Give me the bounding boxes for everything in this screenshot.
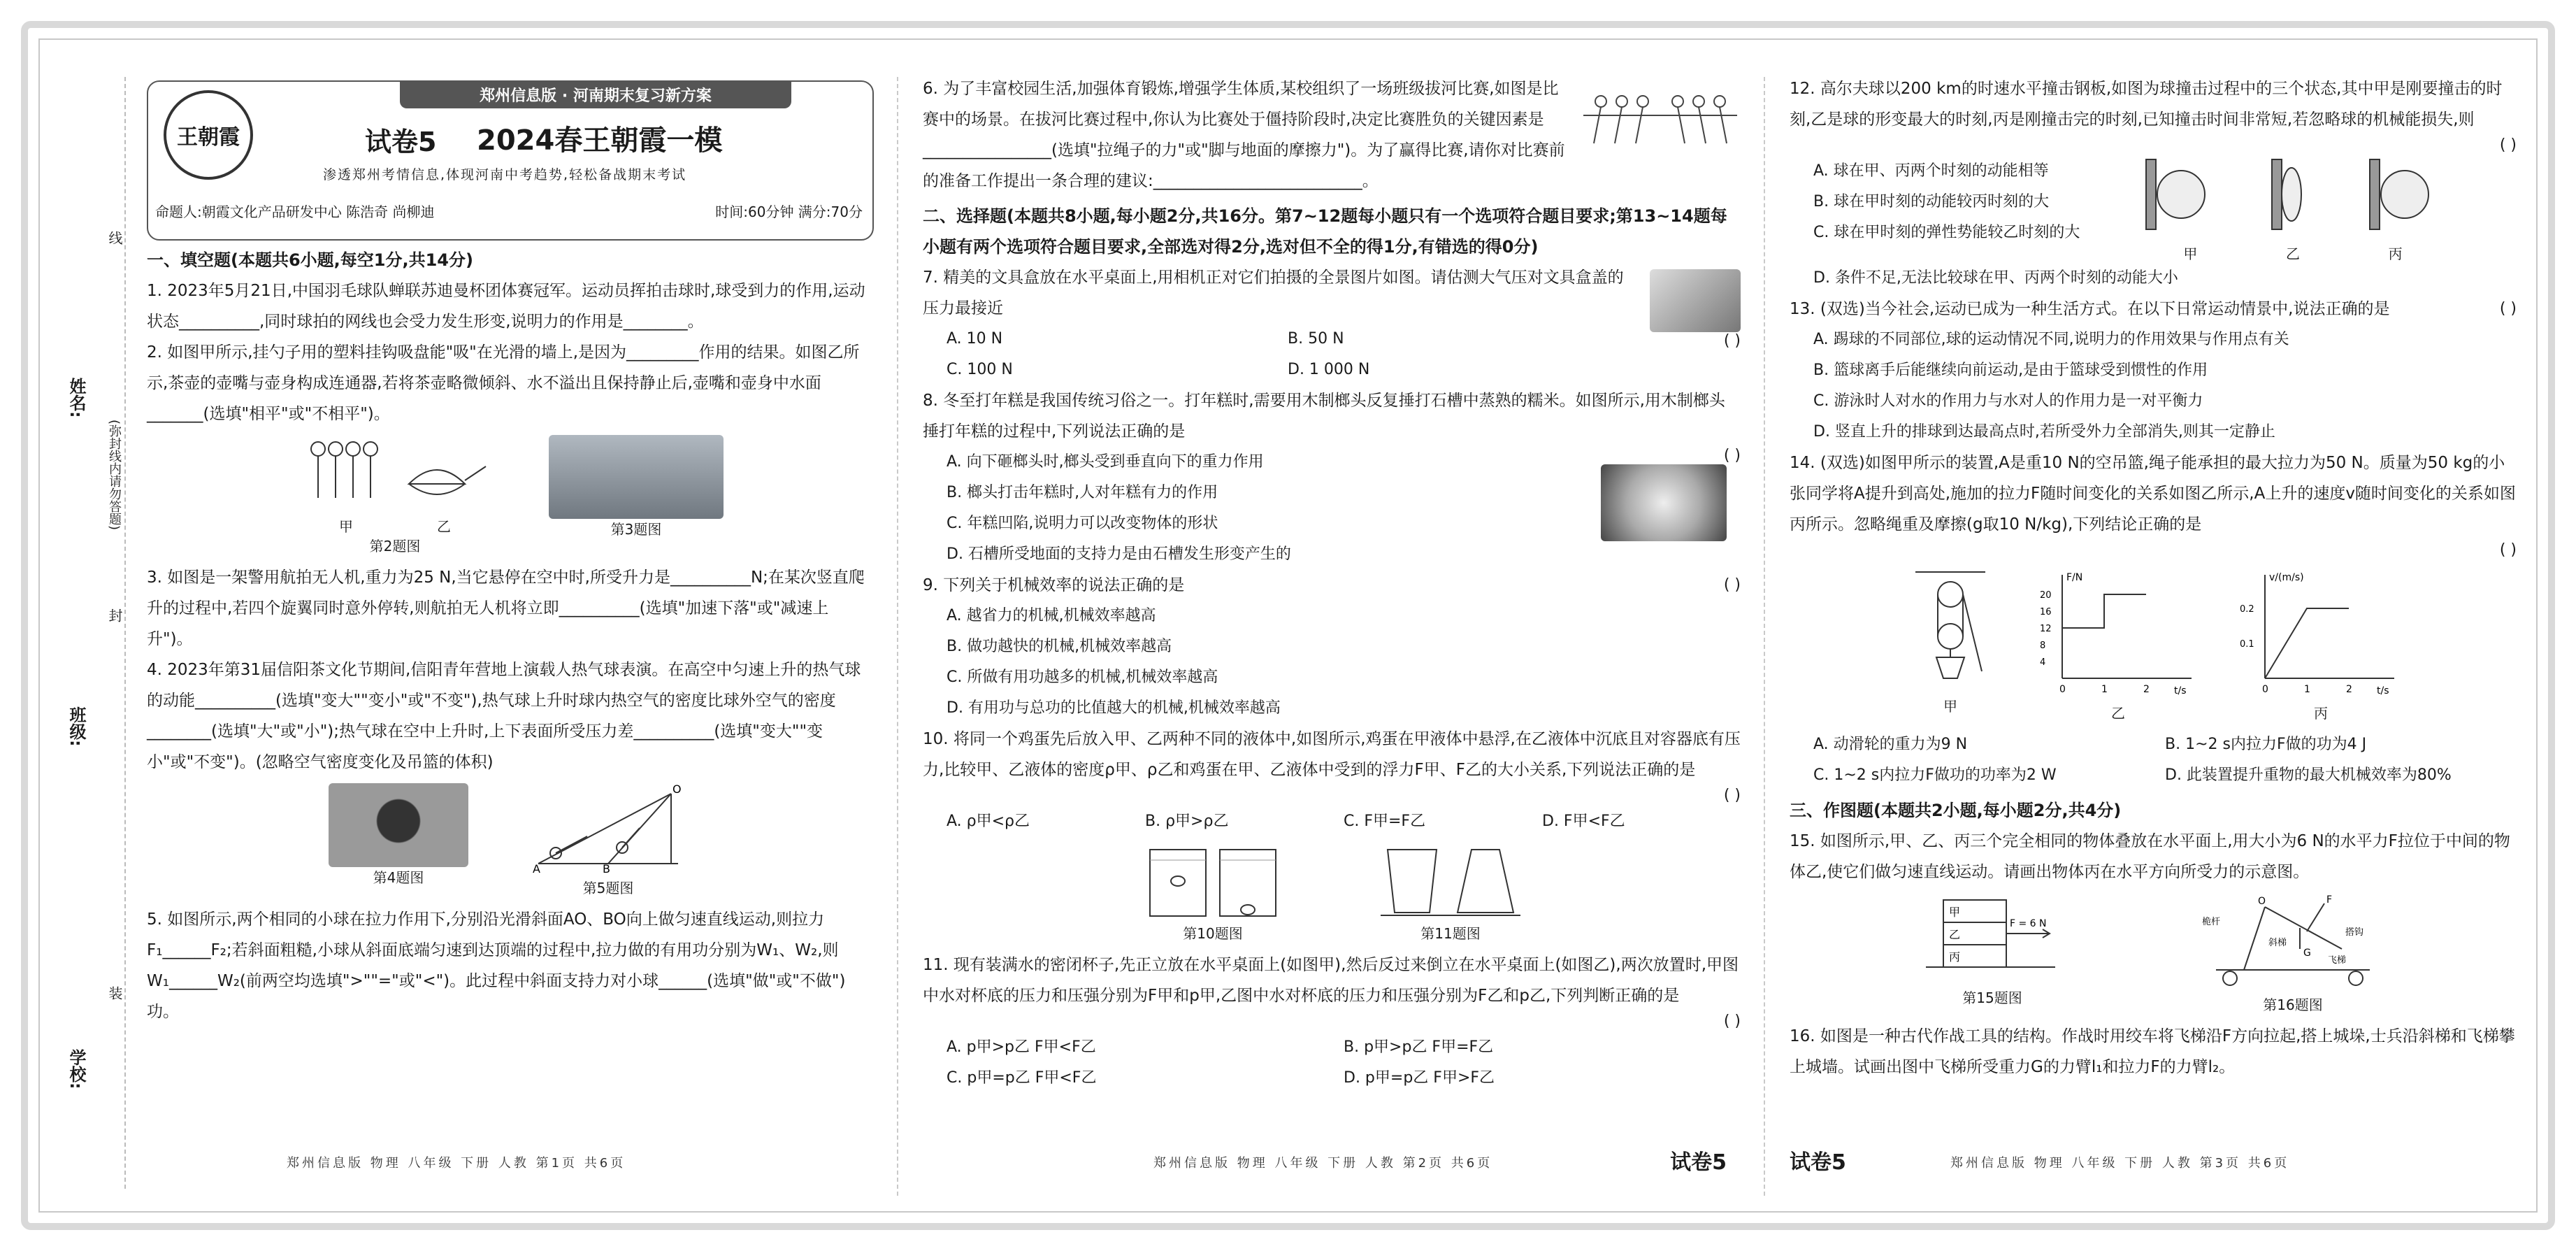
- siege-ladder-drawing: [2202, 893, 2384, 991]
- brand-logo: [164, 90, 253, 180]
- q9-option-b[interactable]: B. 做功越快的机械,机械效率越高: [947, 638, 1172, 655]
- q13-answer-paren[interactable]: ( ): [2499, 300, 2517, 317]
- figures-10-11: [923, 843, 1741, 944]
- q14-option-c[interactable]: C. 1~2 s内拉力F做功的功率为2 W: [1813, 766, 2057, 784]
- q11-answer-paren[interactable]: ( ): [1723, 1013, 1741, 1030]
- q13-option-a[interactable]: A. 踢球的不同部位,球的运动情况不同,说明力的作用效果与作用点有关: [1813, 331, 2289, 348]
- q14-answer-paren[interactable]: ( ): [2499, 541, 2517, 559]
- graph1-y-tick: 8: [2040, 641, 2046, 651]
- figure-14-jia: [1901, 566, 1999, 724]
- q10-answer-paren[interactable]: ( ): [1723, 787, 1741, 804]
- svg-text:O: O: [672, 783, 682, 796]
- svg-text:A: A: [533, 862, 540, 874]
- question-11-options-2: [923, 1063, 1741, 1094]
- q8-option-d[interactable]: D. 石槽所受地面的支持力是由石槽发生形变产生的: [947, 545, 1291, 563]
- fig12-bing: 丙: [2388, 245, 2403, 262]
- figure-14-bing: [2237, 566, 2405, 724]
- q7-option-d[interactable]: D. 1 000 N: [1288, 361, 1370, 378]
- question-13-text: 13. (双选)当今社会,运动已成为一种生活方式。在以下日常运动情景中,说法正确的是: [1790, 300, 2390, 318]
- graph2-x-tick: 2: [2346, 684, 2352, 695]
- exam-time: 时间:60分钟 满分:70分: [715, 203, 863, 220]
- q10-option-b[interactable]: B. ρ甲>ρ乙: [1145, 813, 1229, 830]
- graph1-caption: 乙: [2111, 705, 2125, 722]
- column-2: [923, 73, 1741, 1175]
- exam-authors: 命题人:朝霞文化产品研发中心 陈浩奇 尚柳迪: [155, 203, 435, 220]
- graph2-x-label: t/s: [2377, 685, 2389, 696]
- figure-15-caption: 第15题图: [1962, 989, 2022, 1006]
- question-3: 3. 如图是一架警用航拍无人机,重力为25 N,当它悬停在空中时,所受升力是__________N;在某次竖直爬升的过程中,若四个旋翼同时意外停转,则航拍无人机将立即__________(选填"加速下落"或"减速上升")。: [147, 569, 865, 648]
- pencil-box-photo: [1650, 269, 1741, 332]
- spoon-teapot-drawing: [297, 435, 493, 512]
- question-14-options-1: [1790, 729, 2517, 760]
- q11-option-d[interactable]: D. p甲=p乙 F甲>F乙: [1344, 1069, 1495, 1087]
- stacked-blocks-drawing: [1922, 893, 2062, 984]
- figure-12: [2139, 156, 2517, 263]
- column-3: [1790, 73, 2517, 1175]
- fig15-force-label: F = 6 N: [2010, 918, 2047, 929]
- q11-option-c[interactable]: C. p甲=p乙 F甲<F乙: [947, 1069, 1097, 1087]
- page-3-footer: 郑州信息版 物理 八年级 下册 人教 第3页 共6页: [1950, 1156, 2290, 1171]
- figures-4-5: [147, 783, 874, 899]
- fig14-jia-label: 甲: [1943, 698, 1957, 715]
- exam-slogan: 渗透郑州考情信息,体现河南中考趋势,轻松备战期末考试: [323, 167, 687, 183]
- q7-option-c[interactable]: C. 100 N: [947, 361, 1013, 378]
- figure-16-caption: 第16题图: [2263, 996, 2323, 1013]
- rice-cake-photo: [1601, 464, 1727, 541]
- graph1-x-label: t/s: [2174, 685, 2187, 696]
- column-1: [147, 73, 874, 1171]
- q8-option-a[interactable]: A. 向下砸榔头时,榔头受到垂直向下的重力作用: [947, 453, 1264, 471]
- side-name-label: 姓名:: [66, 378, 86, 418]
- fig15-jia: 甲: [1949, 906, 1961, 919]
- figure-4: [329, 783, 468, 899]
- golf-ball-drawing: [2139, 156, 2447, 240]
- question-6: 6. 为了丰富校园生活,加强体育锻炼,增强学生体质,某校组织了一场班级拔河比赛,如图是比赛中的场景。在拔河比赛过程中,你认为比赛处于僵持阶段时,决定比赛胜负的关键因素是________________(选填"拉绳子的力"或"脚与地面的摩擦力")。为了赢得比赛,请你对比赛前的准备工作提出一条合理的建议:__________________________。: [923, 80, 1565, 190]
- fig15-yi: 乙: [1949, 928, 1961, 941]
- graph2-x-tick: 1: [2304, 684, 2310, 695]
- figures-2-3: [147, 435, 874, 557]
- figure-11-caption: 第11题图: [1420, 925, 1481, 942]
- graph2-caption: 丙: [2314, 705, 2328, 722]
- q12-option-d[interactable]: D. 条件不足,无法比较球在甲、丙两个时刻的动能大小: [1813, 269, 2178, 287]
- fig16-f: F: [2326, 894, 2333, 906]
- graph1-y-label: F/N: [2066, 572, 2083, 583]
- fig12-jia: 甲: [2183, 245, 2198, 262]
- q13-option-b[interactable]: B. 篮球离手后能继续向前运动,是由于篮球受到惯性的作用: [1813, 362, 2208, 379]
- q12-option-b[interactable]: B. 球在甲时刻的动能较丙时刻的大: [1813, 193, 2050, 210]
- figure-5-caption: 第5题图: [582, 880, 634, 896]
- figure-2-caption: 第2题图: [369, 538, 421, 555]
- column-separator-2: [1764, 77, 1765, 1196]
- figure-11: [1381, 843, 1520, 944]
- q7-option-b[interactable]: B. 50 N: [1288, 330, 1344, 348]
- q11-option-a[interactable]: A. p甲>p乙 F甲<F乙: [947, 1038, 1096, 1056]
- side-class-label: 班级:: [66, 706, 86, 747]
- side-line-mark: 线: [106, 231, 123, 245]
- q11-option-b[interactable]: B. p甲>p乙 F甲=F乙: [1344, 1038, 1494, 1056]
- page-2-footer: 郑州信息版 物理 八年级 下册 人教 第2页 共6页: [1153, 1156, 1493, 1171]
- question-14: 14. (双选)如图甲所示的装置,A是重10 N的空吊篮,绳子能承担的最大拉力为50 N。质量为50 kg的小张同学将A提升到高处,施加的拉力F随时间变化的关系如图乙所示,A上升的速度v随时间变化的关系如图丙所示。忽略绳重及摩擦(g取10 N/kg),下列结论正确的是: [1790, 454, 2516, 534]
- drone-photo: [549, 435, 724, 519]
- fig16-hook: 搭钩: [2345, 927, 2364, 938]
- incline-drawing: [524, 783, 692, 874]
- figure-16: [2202, 893, 2384, 1015]
- question-4: 4. 2023年第31届信阳茶文化节期间,信阳青年营地上演载人热气球表演。在高空中匀速上升的热气球的动能__________(选填"变大""变小"或"不变"),热气球上升时球内热空气的密度比球外空气的密度________(选填"大"或"小");热气球在空中上升时,上下表面所受压力差__________(选填"变大""变小"或"不变")。(忽略空气密度变化及吊篮的体积): [147, 661, 861, 771]
- graph1-y-tick: 16: [2040, 607, 2052, 617]
- question-11: 11. 现有装满水的密闭杯子,先正立放在水平桌面上(如图甲),然后反过来倒立在水平桌面上(如图乙),两次放置时,甲图中水对杯底的压力和压强分别为F甲和p甲,乙图中水对杯底的压力和压强分别为F乙和p乙,下列判断正确的是: [923, 956, 1739, 1005]
- velocity-time-graph: [2237, 566, 2405, 699]
- fig16-fly-ladder: 飞梯: [2328, 955, 2347, 966]
- graph1-series-line: [2062, 594, 2146, 628]
- figure-10-caption: 第10题图: [1183, 925, 1243, 942]
- q14-option-b[interactable]: B. 1~2 s内拉力F做的功为4 J: [2165, 736, 2367, 753]
- question-7-options-1: [923, 324, 1629, 355]
- figure-15: [1922, 893, 2062, 1015]
- q9-answer-paren[interactable]: ( ): [1723, 576, 1741, 594]
- graph2-x-tick: 0: [2262, 684, 2268, 695]
- q14-option-a[interactable]: A. 动滑轮的重力为9 N: [1813, 736, 1968, 753]
- page-1-footer: 郑州信息版 物理 八年级 下册 人教 第1页 共6页: [287, 1156, 626, 1171]
- question-15: 15. 如图所示,甲、乙、丙三个完全相同的物体叠放在水平面上,用大小为6 N的水平力F拉位于中间的物体乙,使它们做匀速直线运动。请画出物体丙在水平方向所受力的示意图。: [1790, 832, 2510, 881]
- q8-answer-paren[interactable]: ( ): [1723, 447, 1741, 464]
- side-bind-mark: 装: [106, 986, 123, 1000]
- logo-text: 王朝霞: [177, 125, 240, 150]
- figure-3-caption: 第3题图: [610, 521, 662, 538]
- q13-option-c[interactable]: C. 游泳时人对水的作用力与水对人的作用力是一对平衡力: [1813, 392, 2203, 410]
- fig16-slope-ladder: 斜梯: [2268, 938, 2287, 948]
- q8-option-b[interactable]: B. 榔头打击年糕时,人对年糕有力的作用: [947, 484, 1218, 501]
- exam-title: 2024春王朝霞一模: [477, 124, 723, 157]
- fig12-yi: 乙: [2285, 245, 2300, 262]
- graph1-x-tick: 2: [2143, 684, 2150, 695]
- figures-15-16: [1790, 893, 2517, 1015]
- figure-3: [549, 435, 724, 557]
- graph1-x-tick: 0: [2059, 684, 2066, 695]
- brand-banner: 郑州信息版 · 河南期末复习新方案: [400, 80, 791, 108]
- question-12: 12. 高尔夫球以200 km的时速水平撞击钢板,如图为球撞击过程中的三个状态,其中甲是刚要撞击的时刻,乙是球的形变最大的时刻,丙是刚撞击完的时刻,已知撞击时间非常短,若忽略球的机械能损失,则: [1790, 80, 2503, 129]
- graph1-y-tick: 4: [2040, 657, 2046, 668]
- page-2-exam-tag: 试卷5: [1670, 1150, 1727, 1175]
- cup-drawing: [1381, 843, 1520, 920]
- section-3-title: 三、作图题(本题共2小题,每小题2分,共4分): [1790, 801, 2122, 820]
- graph1-x-tick: 1: [2101, 684, 2108, 695]
- q13-option-d[interactable]: D. 竖直上升的排球到达最高点时,若所受外力全部消失,则其一定静止: [1813, 423, 2275, 441]
- graph1-y-tick: 20: [2040, 590, 2052, 601]
- egg-liquid-drawing: [1143, 843, 1283, 920]
- question-2: 2. 如图甲所示,挂勺子用的塑料挂钩吸盘能"吸"在光滑的墙上,是因为_________作用的结果。如图乙所示,茶壶的壶嘴与壶身构成连通器,若将茶壶略微倾斜、水不溢出且保持静止后,壶嘴和壶身中水面_______(选填"相平"或"不相平")。: [147, 343, 860, 423]
- exam-header: [147, 80, 874, 241]
- exam-number: 试卷5: [365, 127, 437, 157]
- fig16-g: G: [2303, 948, 2311, 959]
- fig15-bing: 丙: [1949, 950, 1961, 964]
- q7-answer-paren[interactable]: ( ): [1723, 332, 1741, 350]
- q10-option-d[interactable]: D. F甲<F乙: [1542, 813, 1625, 830]
- fig2-yi: 乙: [437, 518, 451, 535]
- figure-14-yi: [2034, 566, 2202, 724]
- binding-line: [124, 77, 126, 1189]
- svg-text:B: B: [603, 862, 610, 874]
- q7-option-a[interactable]: A. 10 N: [947, 330, 1003, 348]
- pulley-drawing: [1901, 566, 1999, 692]
- question-13: [1790, 294, 2517, 324]
- graph1-y-tick: 12: [2040, 624, 2052, 634]
- section-1-title: 一、填空题(本题共6小题,每空1分,共14分): [147, 250, 473, 270]
- graph2-y-tick: 0.1: [2240, 639, 2254, 650]
- q9-option-c[interactable]: C. 所做有用功越多的机械,机械效率越高: [947, 669, 1218, 686]
- figure-10: [1143, 843, 1283, 944]
- q10-option-c[interactable]: C. F甲=F乙: [1344, 813, 1426, 830]
- figures-14: [1790, 566, 2517, 724]
- question-16: 16. 如图是一种古代作战工具的结构。作战时用绞车将飞梯沿F方向拉起,搭上城垛,士兵沿斜梯和飞梯攀上城墙。试画出图中飞梯所受重力G的力臂l₁和拉力F的力臂l₂。: [1790, 1027, 2515, 1076]
- question-11-options-1: [923, 1032, 1741, 1063]
- figure-5: [524, 783, 692, 899]
- graph2-y-tick: 0.2: [2240, 604, 2254, 615]
- fig2-jia: 甲: [339, 518, 353, 535]
- page-3-exam-tag: 试卷5: [1790, 1150, 1846, 1175]
- side-note: (弥封线内请勿答题): [107, 420, 122, 531]
- balloon-photo: [329, 783, 468, 867]
- question-9: [923, 570, 1741, 601]
- figure-4-caption: 第4题图: [373, 869, 424, 886]
- question-8: 8. 冬至打年糕是我国传统习俗之一。打年糕时,需要用木制榔头反复捶打石槽中蒸熟的糯米。如图所示,用木制榔头捶打年糕的过程中,下列说法正确的是: [923, 392, 1725, 441]
- q9-option-a[interactable]: A. 越省力的机械,机械效率越高: [947, 607, 1156, 624]
- section-2-title: 二、选择题(本题共8小题,每小题2分,共16分。第7~12题每小题只有一个选项符合题目要求;第13~14题每小题有两个选项符合题目要求,全部选对得2分,选对但不全的得1分,有错选的得0分): [923, 206, 1727, 257]
- question-14-options-2: [1790, 760, 2517, 791]
- side-school-label: 学校:: [66, 1049, 86, 1089]
- graph2-series-line: [2265, 608, 2349, 678]
- question-1: 1. 2023年5月21日,中国羽毛球队蝉联苏迪曼杯团体赛冠军。运动员挥拍击球时,球受到力的作用,运动状态__________,同时球拍的网线也会受力发生形变,说明力的作用是________。: [147, 282, 865, 331]
- graph2-y-label: v/(m/s): [2269, 572, 2304, 583]
- question-7-options-2: [923, 355, 1629, 385]
- q8-option-c[interactable]: C. 年糕凹陷,说明力可以改变物体的形状: [947, 515, 1218, 532]
- q12-option-a[interactable]: A. 球在甲、丙两个时刻的动能相等: [1813, 162, 2049, 180]
- side-seal-mark: 封: [106, 608, 123, 622]
- q12-answer-paren[interactable]: ( ): [2499, 136, 2517, 154]
- tug-of-war-drawing: [1580, 73, 1741, 157]
- q9-option-d[interactable]: D. 有用功与总功的比值越大的机械,机械效率越高: [947, 699, 1281, 717]
- question-9-text: 9. 下列关于机械效率的说法正确的是: [923, 576, 1185, 594]
- question-10: 10. 将同一个鸡蛋先后放入甲、乙两种不同的液体中,如图所示,鸡蛋在甲液体中悬浮,在乙液体中沉底且对容器底有压力,比较甲、乙液体的密度ρ甲、ρ乙和鸡蛋在甲、乙液体中受到的浮力F甲、F乙的大小关系,下列说法正确的是: [923, 730, 1741, 779]
- question-5: 5. 如图所示,两个相同的小球在拉力作用下,分别沿光滑斜面AO、BO向上做匀速直线运动,则拉力F₁______F₂;若斜面粗糙,小球从斜面底端匀速到达顶端的过程中,拉力做的有用功分别为W₁、W₂,则W₁______W₂(前两空均选填">""="或"<")。此过程中斜面支持力对小球______(选填"做"或"不做")功。: [147, 910, 846, 1021]
- figure-2: [297, 435, 493, 557]
- fig16-o: O: [2258, 896, 2266, 907]
- question-7: 7. 精美的文具盒放在水平桌面上,用相机正对它们拍摄的全景图片如图。请估测大气压对文具盒盖的压力最接近: [923, 269, 1624, 317]
- fig16-mast: 桅杆: [2202, 917, 2221, 927]
- force-time-graph: [2034, 566, 2202, 699]
- q12-option-c[interactable]: C. 球在甲时刻的弹性势能较乙时刻的大: [1813, 224, 2080, 241]
- column-separator-1: [897, 77, 898, 1196]
- q10-option-a[interactable]: A. ρ甲<ρ乙: [947, 813, 1030, 830]
- q14-option-d[interactable]: D. 此装置提升重物的最大机械效率为80%: [2165, 766, 2452, 784]
- question-10-options: [923, 806, 1741, 837]
